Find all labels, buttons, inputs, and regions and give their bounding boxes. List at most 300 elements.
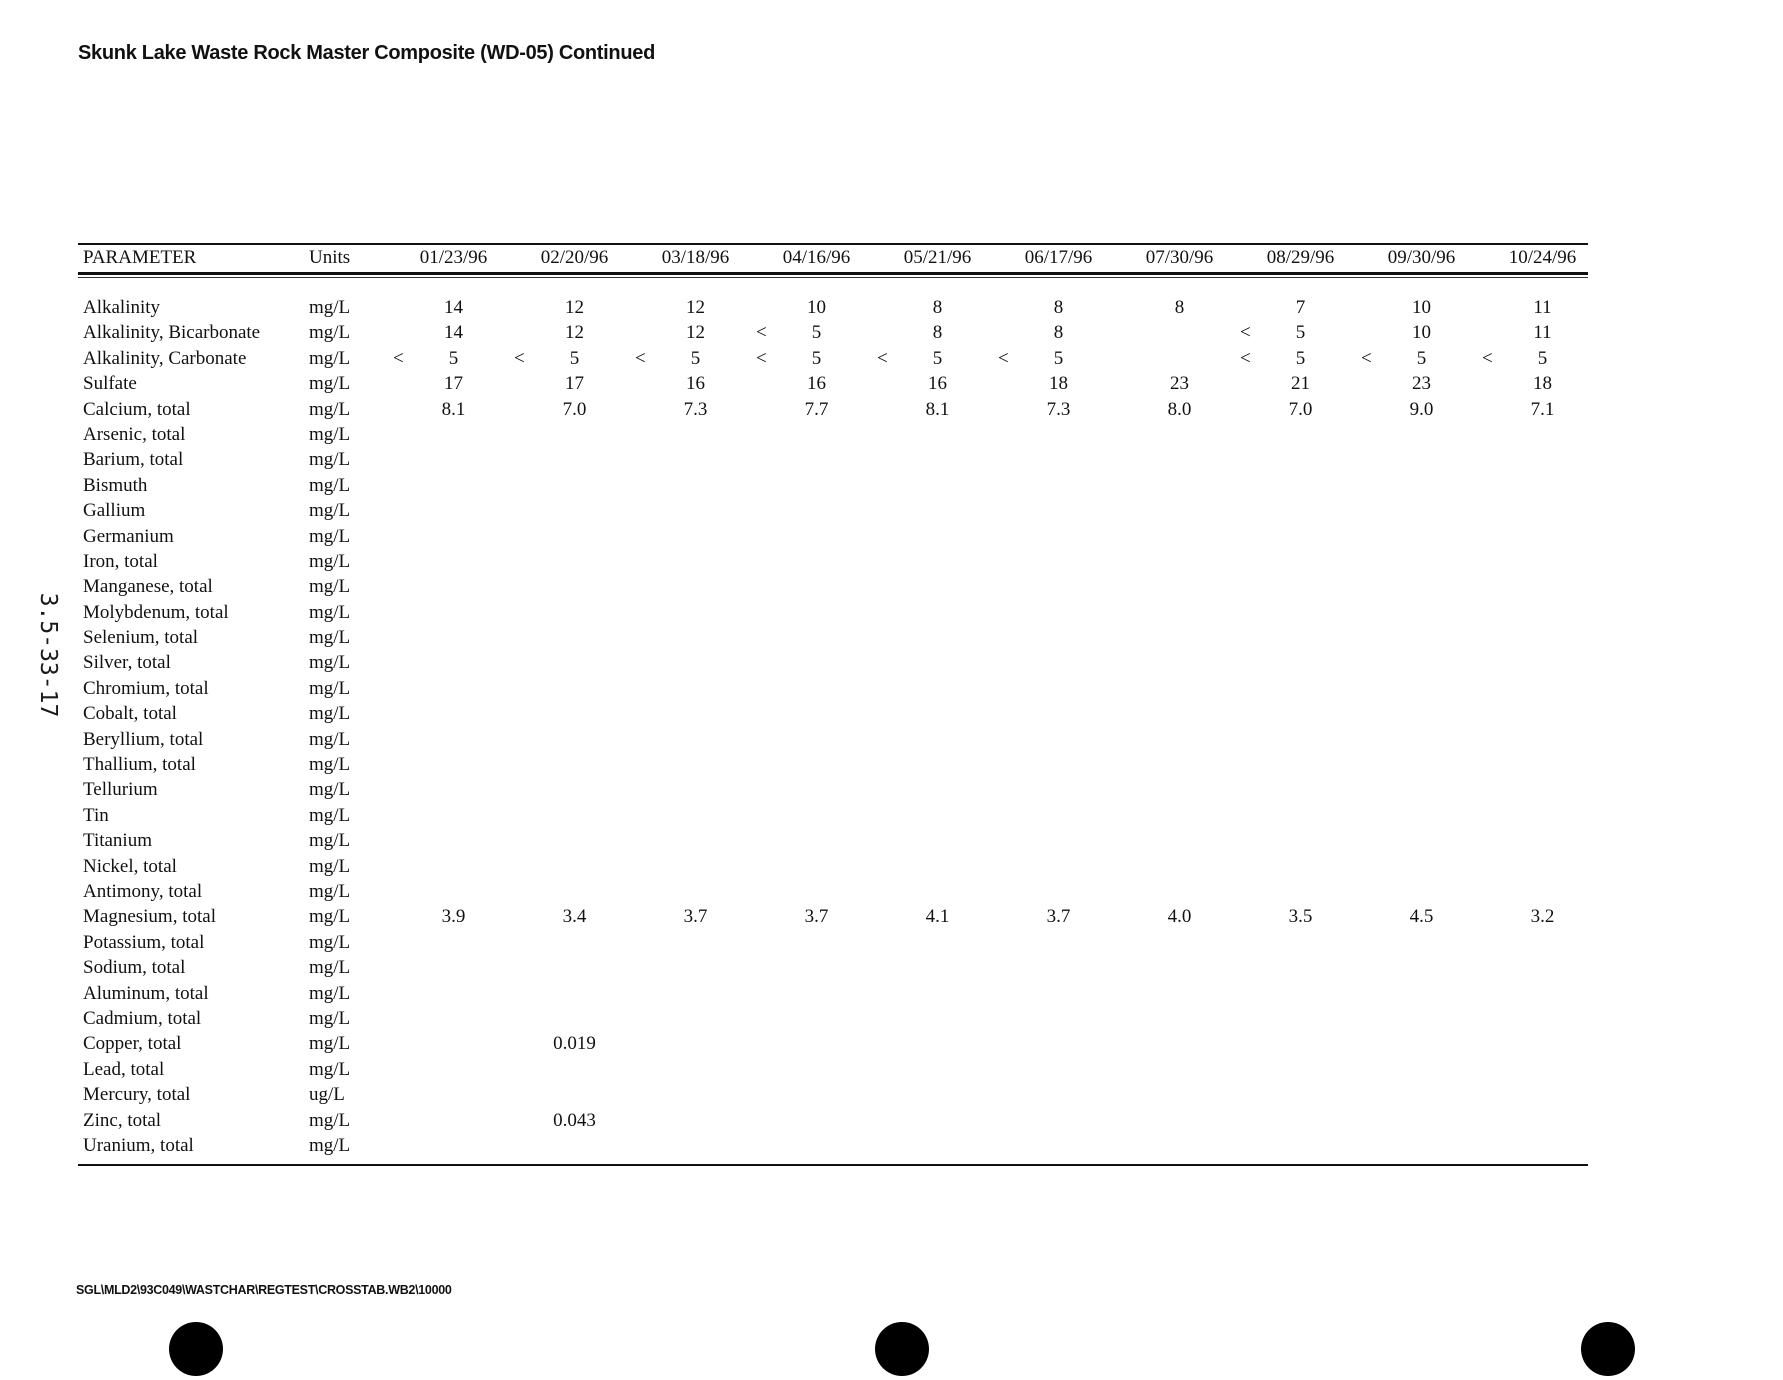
header-date-9: 09/30/96 (1387, 247, 1456, 268)
parameter-name: Cobalt, total (83, 703, 177, 725)
value-cell (1240, 422, 1361, 447)
value-cell (1119, 320, 1240, 345)
value-cell (998, 777, 1119, 802)
units: mg/L (309, 398, 351, 420)
value-cell (756, 295, 877, 320)
header-date-5: 05/21/96 (903, 247, 972, 268)
table-row (78, 524, 1603, 549)
value-cell (1482, 498, 1603, 523)
value-cell (635, 650, 756, 675)
value-cell (877, 473, 998, 498)
units: mg/L (309, 500, 351, 522)
value-cell (998, 600, 1119, 625)
value-cell (1361, 955, 1482, 980)
units: mg/L (309, 1033, 351, 1055)
measured-value: 12 (686, 322, 705, 344)
value-cell (998, 1133, 1119, 1158)
value-cell (1240, 320, 1361, 345)
value-cell (877, 625, 998, 650)
measured-value: 3.7 (1046, 906, 1071, 928)
value-cell (1361, 1133, 1482, 1158)
value-cell (393, 524, 514, 549)
measured-value: 21 (1291, 373, 1310, 395)
value-cell (635, 1108, 756, 1133)
header-date-4: 04/16/96 (782, 247, 851, 268)
measured-value: 5 (1416, 347, 1427, 369)
value-cell (1361, 600, 1482, 625)
measured-value: 5 (1053, 347, 1064, 369)
value-cell (1240, 600, 1361, 625)
value-cell (877, 803, 998, 828)
value-cell (1119, 549, 1240, 574)
value-cell (1240, 447, 1361, 472)
units: mg/L (309, 703, 351, 725)
measured-value: 4.0 (1167, 906, 1192, 928)
value-cell (635, 473, 756, 498)
value-cell (514, 1082, 635, 1107)
value-cell (635, 447, 756, 472)
value-cell (1119, 574, 1240, 599)
measured-value: 17 (444, 373, 463, 395)
value-cell (756, 904, 877, 929)
value-cell (1361, 879, 1482, 904)
value-cell (1361, 473, 1482, 498)
measured-value: 7.3 (683, 398, 708, 420)
value-cell (998, 854, 1119, 879)
value-cell (635, 854, 756, 879)
table-row (78, 1031, 1603, 1056)
value-cell (998, 752, 1119, 777)
value-cell (998, 1057, 1119, 1082)
measured-value: 23 (1412, 373, 1431, 395)
less-than-qualifier: < (998, 347, 1009, 369)
value-cell (1482, 422, 1603, 447)
parameter-name: Lead, total (83, 1058, 165, 1080)
value-cell (1361, 447, 1482, 472)
parameter-name: Tellurium (83, 779, 158, 801)
measured-value: 7.3 (1046, 398, 1071, 420)
table-row (78, 904, 1603, 929)
value-cell (514, 498, 635, 523)
value-cell (1482, 549, 1603, 574)
units: mg/L (309, 779, 351, 801)
value-cell (998, 981, 1119, 1006)
value-cell (514, 600, 635, 625)
measured-value: 16 (686, 373, 705, 395)
value-cell (756, 981, 877, 1006)
measured-value: 10 (1412, 322, 1431, 344)
value-cell (877, 650, 998, 675)
table-row (78, 1108, 1603, 1133)
document-title: Skunk Lake Waste Rock Master Composite (WD-05) Continued (78, 42, 655, 64)
value-cell (756, 549, 877, 574)
measured-value: 10 (1412, 297, 1431, 318)
value-cell (877, 574, 998, 599)
table-row (78, 498, 1603, 523)
value-cell (756, 1006, 877, 1031)
measured-value: 18 (1533, 373, 1552, 395)
measured-value: 14 (444, 297, 463, 318)
value-cell (393, 981, 514, 1006)
value-cell (514, 854, 635, 879)
value-cell (877, 1082, 998, 1107)
value-cell (514, 701, 635, 726)
value-cell (1361, 549, 1482, 574)
value-cell (1482, 955, 1603, 980)
value-cell (393, 447, 514, 472)
value-cell (514, 777, 635, 802)
measured-value: 4.5 (1409, 906, 1434, 928)
value-cell (756, 447, 877, 472)
value-cell (1119, 676, 1240, 701)
parameter-name: Zinc, total (83, 1109, 162, 1131)
footer-file-path: SGL\MLD2\93C049\WASTCHAR\REGTEST\CROSSTAB.WB2\10000 (76, 1283, 452, 1297)
measured-value: 3.2 (1530, 906, 1555, 928)
units: mg/L (309, 931, 351, 953)
value-cell (514, 524, 635, 549)
value-cell (393, 727, 514, 752)
value-cell (877, 371, 998, 396)
value-cell (1119, 803, 1240, 828)
value-cell (514, 422, 635, 447)
value-cell (1240, 549, 1361, 574)
hole-punch-left (169, 1322, 223, 1376)
value-cell (756, 524, 877, 549)
parameter-name: Chromium, total (83, 677, 209, 699)
value-cell (1119, 1006, 1240, 1031)
value-cell (393, 320, 514, 345)
value-cell (393, 752, 514, 777)
value-cell (514, 1006, 635, 1031)
units: mg/L (309, 754, 351, 776)
parameter-name: Tin (83, 804, 109, 826)
value-cell (877, 879, 998, 904)
value-cell (877, 320, 998, 345)
value-cell (756, 371, 877, 396)
value-cell (877, 701, 998, 726)
value-cell (877, 1031, 998, 1056)
parameter-name: Germanium (83, 525, 174, 547)
value-cell (1361, 701, 1482, 726)
value-cell (1361, 930, 1482, 955)
units: mg/L (309, 830, 351, 852)
table-row (78, 346, 1603, 371)
value-cell (1119, 1108, 1240, 1133)
units: mg/L (309, 1109, 351, 1131)
value-cell (1361, 346, 1482, 371)
value-cell (1119, 1133, 1240, 1158)
value-cell (877, 1006, 998, 1031)
measured-value: 5 (1295, 347, 1306, 369)
value-cell (514, 752, 635, 777)
value-cell (1482, 371, 1603, 396)
value-cell (1361, 498, 1482, 523)
value-cell (635, 727, 756, 752)
value-cell (998, 473, 1119, 498)
value-cell (393, 1108, 514, 1133)
value-cell (635, 828, 756, 853)
value-cell (393, 397, 514, 422)
parameter-name: Copper, total (83, 1033, 182, 1055)
value-cell (756, 397, 877, 422)
value-cell (514, 574, 635, 599)
units: mg/L (309, 855, 351, 877)
value-cell (998, 676, 1119, 701)
value-cell (998, 879, 1119, 904)
value-cell (393, 1006, 514, 1031)
measured-value: 5 (811, 322, 822, 344)
table-row (78, 854, 1603, 879)
value-cell (635, 600, 756, 625)
table-row (78, 549, 1603, 574)
value-cell (514, 930, 635, 955)
value-cell (877, 1133, 998, 1158)
value-cell (756, 320, 877, 345)
table-row (78, 676, 1603, 701)
table-row (78, 295, 1603, 320)
measured-value: 4.1 (925, 906, 950, 928)
value-cell (877, 930, 998, 955)
units: mg/L (309, 1007, 351, 1029)
parameter-name: Cadmium, total (83, 1007, 202, 1029)
value-cell (635, 524, 756, 549)
measured-value: 9.0 (1409, 398, 1434, 420)
value-cell (514, 295, 635, 320)
value-cell (393, 625, 514, 650)
value-cell (393, 295, 514, 320)
table-row (78, 600, 1603, 625)
measured-value: 5 (932, 347, 943, 369)
value-cell (1482, 879, 1603, 904)
measured-value: 5 (448, 347, 459, 369)
page-number: 3.5-33-17 (35, 592, 61, 718)
value-cell (1119, 295, 1240, 320)
header-date-10: 10/24/96 (1508, 247, 1577, 268)
value-cell (998, 498, 1119, 523)
value-cell (393, 498, 514, 523)
units: mg/L (309, 804, 351, 826)
value-cell (1119, 625, 1240, 650)
value-cell (393, 777, 514, 802)
value-cell (1119, 473, 1240, 498)
header-date-8: 08/29/96 (1266, 247, 1335, 268)
table-row (78, 1082, 1603, 1107)
less-than-qualifier: < (635, 347, 646, 369)
measured-value: 14 (444, 322, 463, 344)
value-cell (1240, 854, 1361, 879)
measured-value: 10 (807, 297, 826, 318)
value-cell (1482, 650, 1603, 675)
less-than-qualifier: < (1482, 347, 1493, 369)
parameter-name: Titanium (83, 830, 152, 852)
value-cell (635, 397, 756, 422)
value-cell (877, 828, 998, 853)
value-cell (1482, 1057, 1603, 1082)
value-cell (998, 549, 1119, 574)
units: mg/L (309, 297, 351, 318)
parameter-name: Nickel, total (83, 855, 177, 877)
table-row (78, 1006, 1603, 1031)
table-row (78, 371, 1603, 396)
units: mg/L (309, 677, 351, 699)
value-cell (635, 879, 756, 904)
table-row (78, 981, 1603, 1006)
value-cell (635, 752, 756, 777)
value-cell (998, 1031, 1119, 1056)
value-cell (1119, 930, 1240, 955)
value-cell (1240, 904, 1361, 929)
value-cell (756, 625, 877, 650)
value-cell (1361, 777, 1482, 802)
value-cell (1361, 752, 1482, 777)
value-cell (1482, 981, 1603, 1006)
value-cell (1240, 1006, 1361, 1031)
value-cell (1482, 473, 1603, 498)
value-cell (998, 295, 1119, 320)
value-cell (1361, 371, 1482, 396)
measured-value: 8.0 (1167, 398, 1192, 420)
less-than-qualifier: < (877, 347, 888, 369)
measured-value: 3.7 (804, 906, 829, 928)
value-cell (998, 1082, 1119, 1107)
value-cell (1361, 320, 1482, 345)
value-cell (877, 854, 998, 879)
parameter-name: Mercury, total (83, 1084, 191, 1106)
measured-value: 8.1 (925, 398, 950, 420)
parameter-name: Sodium, total (83, 957, 186, 979)
value-cell (877, 955, 998, 980)
value-cell (635, 371, 756, 396)
value-cell (998, 397, 1119, 422)
measured-value: 8 (932, 297, 943, 318)
value-cell (1240, 752, 1361, 777)
measured-value: 5 (811, 347, 822, 369)
parameter-name: Silver, total (83, 652, 171, 674)
value-cell (1240, 727, 1361, 752)
units: mg/L (309, 957, 351, 979)
value-cell (877, 727, 998, 752)
measured-value: 8 (932, 322, 943, 344)
value-cell (1119, 1031, 1240, 1056)
header-date-7: 07/30/96 (1145, 247, 1214, 268)
value-cell (635, 1031, 756, 1056)
measured-value: 12 (686, 297, 705, 318)
value-cell (393, 346, 514, 371)
value-cell (1482, 524, 1603, 549)
header-rule-thin (78, 277, 1588, 278)
table-row (78, 650, 1603, 675)
value-cell (756, 777, 877, 802)
value-cell (756, 1031, 877, 1056)
value-cell (756, 574, 877, 599)
value-cell (635, 930, 756, 955)
units: mg/L (309, 322, 351, 344)
value-cell (1361, 1108, 1482, 1133)
measured-value: 5 (1537, 347, 1548, 369)
value-cell (1119, 701, 1240, 726)
parameter-name: Alkalinity, Bicarbonate (83, 322, 261, 344)
parameter-name: Bismuth (83, 474, 148, 496)
value-cell (514, 371, 635, 396)
measured-value: 7.0 (562, 398, 587, 420)
less-than-qualifier: < (756, 347, 767, 369)
value-cell (998, 320, 1119, 345)
parameter-name: Alkalinity (83, 297, 161, 318)
value-cell (1482, 320, 1603, 345)
value-cell (1361, 1031, 1482, 1056)
measured-value: 5 (1295, 322, 1306, 344)
value-cell (514, 650, 635, 675)
table-row (78, 625, 1603, 650)
parameter-name: Iron, total (83, 550, 158, 572)
value-cell (393, 803, 514, 828)
units: mg/L (309, 880, 351, 902)
units: mg/L (309, 449, 351, 471)
value-cell (1361, 625, 1482, 650)
value-cell (1240, 701, 1361, 726)
table-row (78, 803, 1603, 828)
value-cell (1240, 930, 1361, 955)
value-cell (1240, 1133, 1361, 1158)
units: mg/L (309, 1058, 351, 1080)
value-cell (635, 955, 756, 980)
value-cell (756, 498, 877, 523)
value-cell (1119, 981, 1240, 1006)
value-cell (1119, 600, 1240, 625)
value-cell (1119, 854, 1240, 879)
value-cell (877, 981, 998, 1006)
value-cell (1361, 295, 1482, 320)
value-cell (514, 346, 635, 371)
units: mg/L (309, 373, 351, 395)
less-than-qualifier: < (1361, 347, 1372, 369)
value-cell (1482, 1082, 1603, 1107)
value-cell (1361, 1006, 1482, 1031)
value-cell (1482, 930, 1603, 955)
table-row (78, 473, 1603, 498)
value-cell (1482, 397, 1603, 422)
value-cell (393, 955, 514, 980)
value-cell (1119, 422, 1240, 447)
value-cell (1361, 650, 1482, 675)
value-cell (1482, 701, 1603, 726)
parameter-name: Sulfate (83, 373, 137, 395)
value-cell (998, 727, 1119, 752)
value-cell (1361, 904, 1482, 929)
value-cell (877, 498, 998, 523)
value-cell (998, 701, 1119, 726)
value-cell (1482, 625, 1603, 650)
value-cell (514, 803, 635, 828)
value-cell (998, 955, 1119, 980)
value-cell (756, 828, 877, 853)
value-cell (635, 295, 756, 320)
measured-value: 23 (1170, 373, 1189, 395)
value-cell (1482, 676, 1603, 701)
value-cell (1240, 676, 1361, 701)
value-cell (877, 752, 998, 777)
measured-value: 3.5 (1288, 906, 1313, 928)
parameter-name: Uranium, total (83, 1134, 194, 1156)
value-cell (635, 1006, 756, 1031)
value-cell (1361, 422, 1482, 447)
units: mg/L (309, 652, 351, 674)
value-cell (756, 600, 877, 625)
measured-value: 7 (1295, 297, 1306, 318)
value-cell (1240, 1082, 1361, 1107)
value-cell (393, 650, 514, 675)
value-cell (1361, 1082, 1482, 1107)
